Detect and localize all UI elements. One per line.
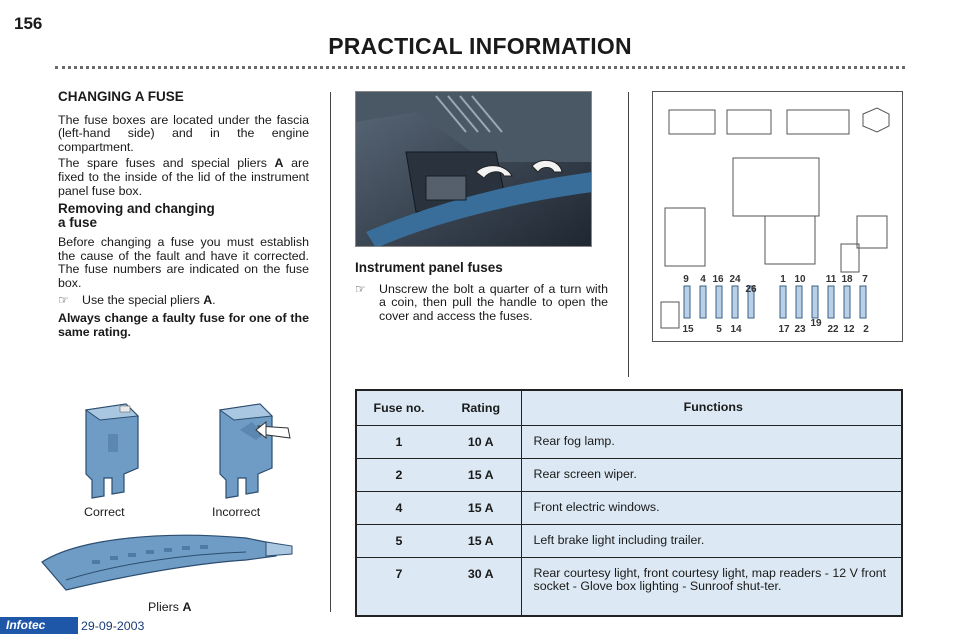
column-divider [628,92,629,377]
table-row [357,524,901,557]
fuse-slot [844,286,850,318]
correct-fuse-illustration [78,400,148,500]
caption-pliers-ref: A [182,600,192,614]
infotec-logo: Infotec [0,617,78,634]
fuse-function: Left brake light including trailer. [521,524,901,557]
subheading-line1: Removing and changing [58,201,215,217]
fuse-slot [860,286,866,318]
caption-pliers-text: Pliers [148,600,183,614]
fuse-slot-label: 24 [729,274,741,285]
intro-paragraph: The fuse boxes are located under the fascia (left-hand side) and in the engine compartment. [58,112,309,154]
fuse-slot-label: 16 [712,274,724,285]
fuse-rating: 15 A [441,458,521,491]
pliers-bullet [58,294,309,308]
fuse-rating: 15 A [441,491,521,524]
table-row [357,491,901,524]
subheading-line2: a fuse [58,215,98,231]
spare-fuses-text: The spare fuses and special pliers [58,156,275,171]
section-heading: CHANGING A FUSE [58,89,184,104]
fuse-slot-label: 17 [778,324,790,335]
fuse-slot-label: 7 [862,274,868,285]
fuse-slot [684,286,690,318]
fuse-slot [796,286,802,318]
table-row [357,425,901,458]
fuse-slot-label: 5 [716,324,722,335]
table-row [357,458,901,491]
pointing-hand-icon: ☞ [355,281,366,296]
fuse-slot-label: 9 [683,274,689,285]
fuse-slot [828,286,834,318]
fuse-table [355,389,903,617]
column-divider [330,92,331,612]
fuse-function: Front electric windows. [521,491,901,524]
caption-pliers [148,600,191,614]
fuse-slot-label: 4 [700,274,706,285]
page-title: PRACTICAL INFORMATION [328,33,632,59]
dotted-divider [55,66,905,69]
fuse-slot-label: 12 [843,324,855,335]
fuse-rating: 15 A [441,524,521,557]
bullet-text-main: Use the special pliers [82,292,204,307]
instrument-panel-section [355,261,608,328]
header-rating: Rating [441,391,521,425]
pointing-hand-icon: ☞ [58,292,69,307]
fuse-slot-label: 10 [794,274,806,285]
fuse-function: Rear fog lamp. [521,425,901,458]
warning-text: Always change a faulty fuse for one of the same rating. [58,311,309,339]
header-fuse-no: Fuse no. [357,391,441,425]
fuse-box-diagram [652,91,903,342]
fuse-slot-label: 19 [810,318,822,329]
spare-fuses-paragraph [58,157,309,198]
footer-date: 29-09-2003 [81,619,145,633]
fuse-slot-label: 14 [730,324,742,335]
fuse-number: 4 [357,491,441,524]
fuse-slot [732,286,738,318]
header-functions: Functions [521,391,901,425]
incorrect-fuse-illustration [212,400,302,500]
fuse-slot-label: 2 [863,324,869,335]
fuse-number: 2 [357,458,441,491]
caption-incorrect: Incorrect [212,505,261,519]
table-header-row [357,391,901,425]
bullet-end: . [212,292,216,307]
table-row [357,557,901,615]
fuse-slot [700,286,706,318]
instrument-panel-bullet [355,283,608,324]
fuse-function: Rear screen wiper. [521,458,901,491]
subsection-heading [58,202,309,230]
instrument-panel-photo [355,91,592,247]
fuse-slot-label: 1 [780,274,786,285]
fuse-rating: 10 A [441,425,521,458]
fuse-function: Rear courtesy light, front courtesy light, map readers - 12 V front socket - Glove box lighting - Sunroof shut-ter. [521,557,901,615]
fuse-slot [812,286,818,318]
pliers-illustration [36,520,298,598]
instrument-panel-heading: Instrument panel fuses [355,260,503,275]
instrument-panel-instructions: Unscrew the bolt a quarter of a turn with a coin, then pull the handle to open the cover and access the fuses. [379,281,608,323]
fuse-number: 1 [357,425,441,458]
fuse-slot-label: 26 [745,284,757,295]
fuse-slot-label: 11 [825,274,837,285]
fuse-slot-label: 18 [841,274,853,285]
fuse-slot-label: 15 [682,324,694,335]
spare-fuses-rest: are fixed to the inside of the lid of the instrument panel fuse box. [58,156,309,198]
fuse-slot [716,286,722,318]
fuse-number: 7 [395,566,403,581]
bullet-pliers-ref: A [203,292,213,307]
fuse-rating: 30 A [467,566,494,581]
page-number: 156 [14,14,43,33]
changing-fuse-section [58,90,309,342]
fuse-slot-label: 22 [827,324,839,335]
fault-paragraph: Before changing a fuse you must establish the cause of the fault and have it corrected. The fuse numbers are indicated on the fuse box. [58,235,309,290]
fuse-slot [780,286,786,318]
caption-correct: Correct [84,505,125,519]
pliers-ref: A [274,156,284,171]
fuse-number: 5 [357,524,441,557]
bullet-text [82,294,216,308]
fuse-slot-label: 23 [794,324,806,335]
